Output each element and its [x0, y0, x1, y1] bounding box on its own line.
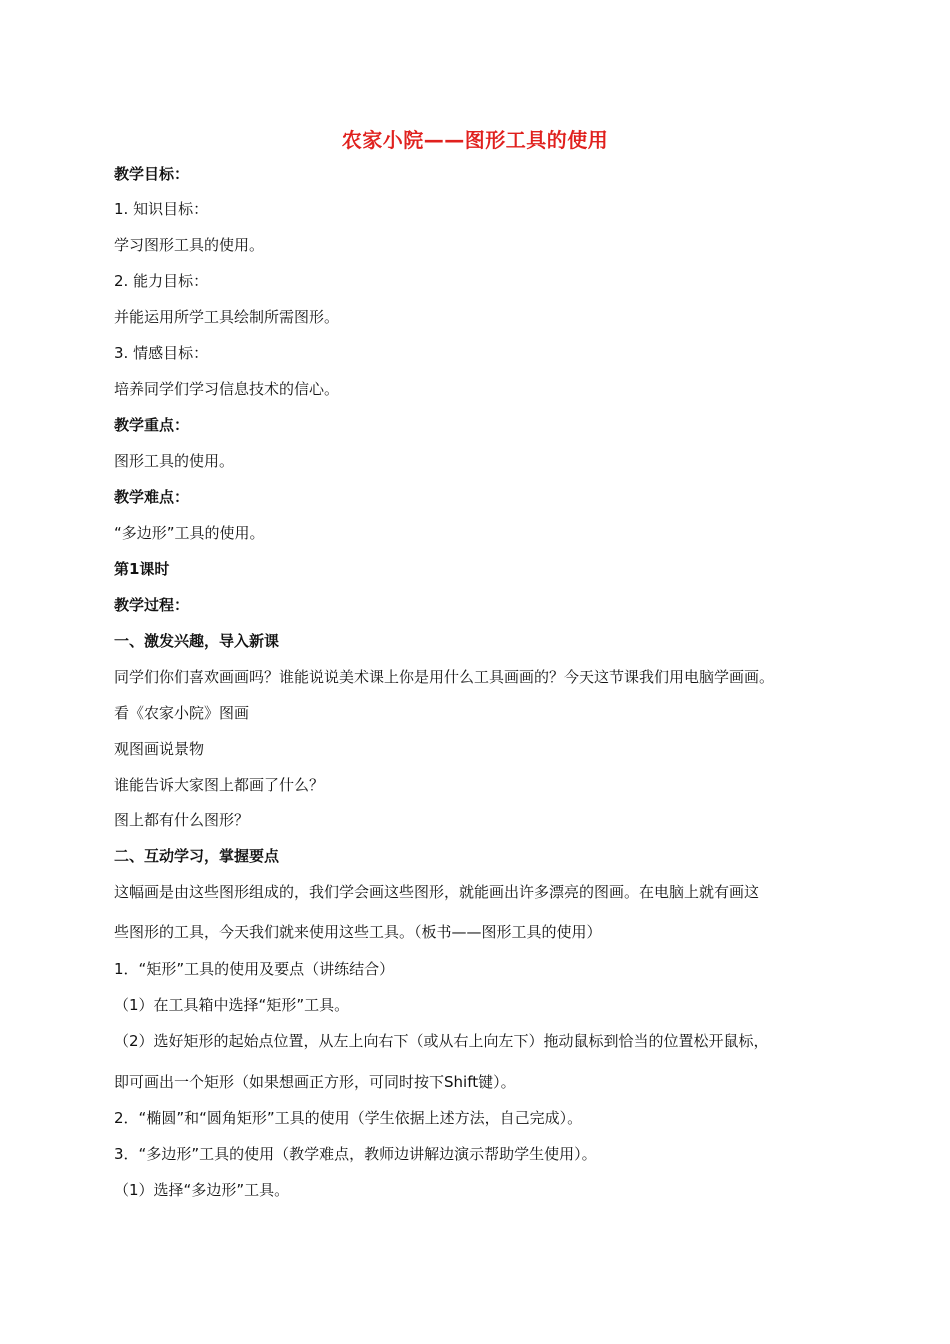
goal-item-1: 1. 知识目标： — [114, 200, 209, 218]
list-item: 3．“多边形”工具的使用（教学难点，教师边讲解边演示帮助学生使用）。 — [114, 1145, 597, 1163]
paragraph: 谁能告诉大家图上都画了什么？ — [114, 776, 325, 794]
section-heading-2: 二、互动学习，掌握要点 — [114, 847, 280, 865]
document-title: 农家小院——图形工具的使用 — [341, 128, 609, 152]
paragraph: 图形工具的使用。 — [114, 452, 235, 470]
list-item: （1）选择“多边形”工具。 — [114, 1181, 290, 1199]
heading-difficulties: 教学难点： — [114, 488, 190, 506]
list-item: （2）选好矩形的起始点位置，从左上向右下（或从右上向左下）拖动鼠标到恰当的位置松开鼠标， — [114, 1032, 769, 1050]
paragraph: 培养同学们学习信息技术的信心。 — [114, 380, 340, 398]
paragraph: 图上都有什么图形？ — [114, 811, 250, 829]
list-item: 1．“矩形”工具的使用及要点（讲练结合） — [114, 960, 395, 978]
list-item: 2．“椭圆”和“圆角矩形”工具的使用（学生依据上述方法，自己完成）。 — [114, 1109, 583, 1127]
paragraph: 这幅画是由这些图形组成的，我们学会画这些图形，就能画出许多漂亮的图画。在电脑上就有画这 — [114, 883, 760, 901]
paragraph: 学习图形工具的使用。 — [114, 236, 265, 254]
paragraph: 并能运用所学工具绘制所需图形。 — [114, 308, 340, 326]
paragraph: 些图形的工具，今天我们就来使用这些工具。（板书——图形工具的使用） — [114, 923, 602, 941]
heading-key-points: 教学重点： — [114, 416, 190, 434]
paragraph: 即可画出一个矩形（如果想画正方形，可同时按下Shift键）。 — [114, 1073, 516, 1091]
section-heading-1: 一、激发兴趣，导入新课 — [114, 632, 280, 650]
heading-teaching-process: 教学过程： — [114, 596, 190, 614]
list-item: （1）在工具箱中选择“矩形”工具。 — [114, 996, 350, 1014]
goal-item-3: 3. 情感目标： — [114, 344, 209, 362]
paragraph: 同学们你们喜欢画画吗？谁能说说美术课上你是用什么工具画画的？今天这节课我们用电脑学画画。 — [114, 668, 775, 686]
goal-item-2: 2. 能力目标： — [114, 272, 209, 290]
heading-lesson-1: 第1课时 — [114, 560, 170, 578]
paragraph: 看《农家小院》图画 — [114, 704, 250, 722]
paragraph: 观图画说景物 — [114, 740, 205, 758]
heading-teaching-goals: 教学目标： — [114, 165, 190, 183]
paragraph: “多边形”工具的使用。 — [114, 524, 265, 542]
